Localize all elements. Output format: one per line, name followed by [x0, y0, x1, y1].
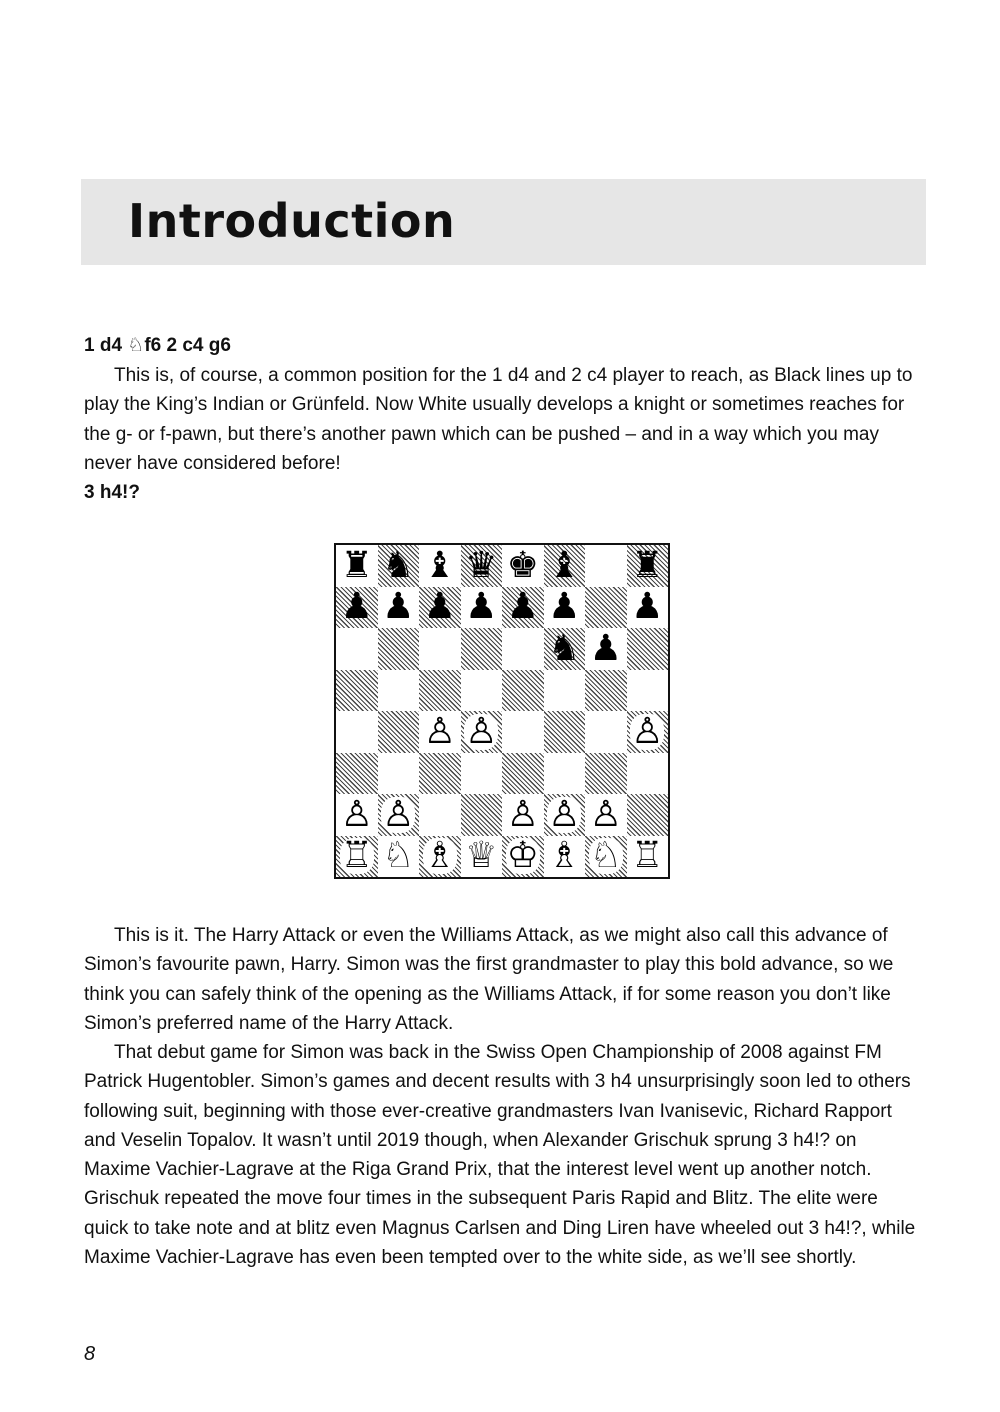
move-line-h4: 3 h4!? — [84, 482, 140, 503]
move-line-opening: 1 d4 ♘f6 2 c4 g6 — [84, 335, 231, 356]
page-number: 8 — [84, 1343, 96, 1365]
square-h1 — [627, 836, 669, 878]
square-d8 — [461, 545, 503, 587]
white-queen-icon: ♕ — [465, 835, 498, 877]
white-pawn-icon: ♙ — [589, 793, 622, 835]
square-g7 — [585, 587, 627, 629]
black-rook-icon: ♜ — [631, 544, 664, 586]
white-pawn-icon: ♙ — [506, 793, 539, 835]
square-f2 — [544, 794, 586, 836]
square-b3 — [378, 753, 420, 795]
white-pawn-icon: ♙ — [465, 710, 498, 752]
black-pawn-icon: ♟ — [589, 627, 622, 669]
square-a1 — [336, 836, 378, 878]
black-pawn-icon: ♟ — [382, 586, 415, 628]
square-h7 — [627, 587, 669, 629]
square-a2 — [336, 794, 378, 836]
black-rook-icon: ♜ — [340, 544, 373, 586]
square-g8 — [585, 545, 627, 587]
square-a3 — [336, 753, 378, 795]
square-h8 — [627, 545, 669, 587]
square-b8 — [378, 545, 420, 587]
square-e3 — [502, 753, 544, 795]
square-d3 — [461, 753, 503, 795]
square-c3 — [419, 753, 461, 795]
white-pawn-icon: ♙ — [382, 793, 415, 835]
white-rook-icon: ♖ — [631, 835, 664, 877]
paragraph-history: That debut game for Simon was back in the Swiss Open Championship of 2008 against FM Patrick Hugentobler. Simon’s games and decent results with 3 h4 unsurprisingly soon led to others following suit, beginning with those ever-creative grandmasters Ivan Ivanisevic, Richard Rapport and Veselin Topalov. It wasn’t until 2019 though, when Alexander Grischuk sprung 3 h4!? on Maxime Vachier-Lagrave at the Riga Grand Prix, that the interest level went up another notch. Grischuk repeated the move four times in the subsequent Paris Rapid and Blitz. The elite were quick to take note and at blitz even Magnus Carlsen and Ding Liren have wheeled out 3 h4!?, while Maxime Vachier-Lagrave has even been tempted over to the white side, as we’ll see shortly. — [84, 1042, 916, 1269]
white-rook-icon: ♖ — [340, 835, 373, 877]
white-pawn-icon: ♙ — [423, 710, 456, 752]
square-e8 — [502, 545, 544, 587]
paragraph-harry-attack: This is it. The Harry Attack or even the Williams Attack, as we might also call this advance of Simon’s favourite pawn, Harry. Simon was the first grandmaster to play this bold advance, so we think you can safely think of the opening as the Williams Attack, if for some reason you don’t like Simon’s preferred name of the Harry Attack. — [84, 925, 894, 1034]
white-knight-icon: ♘ — [589, 835, 622, 877]
square-f1 — [544, 836, 586, 878]
square-e5 — [502, 670, 544, 712]
square-c6 — [419, 628, 461, 670]
square-f5 — [544, 670, 586, 712]
square-h6 — [627, 628, 669, 670]
square-c1 — [419, 836, 461, 878]
black-knight-icon: ♞ — [382, 544, 415, 586]
square-c7 — [419, 587, 461, 629]
square-f6 — [544, 628, 586, 670]
square-c4 — [419, 711, 461, 753]
black-bishop-icon: ♝ — [548, 544, 581, 586]
square-a5 — [336, 670, 378, 712]
square-h2 — [627, 794, 669, 836]
square-d4 — [461, 711, 503, 753]
black-bishop-icon: ♝ — [423, 544, 456, 586]
square-e4 — [502, 711, 544, 753]
square-g5 — [585, 670, 627, 712]
square-a7 — [336, 587, 378, 629]
square-e2 — [502, 794, 544, 836]
black-knight-icon: ♞ — [548, 627, 581, 669]
square-d6 — [461, 628, 503, 670]
square-b2 — [378, 794, 420, 836]
black-pawn-icon: ♟ — [631, 586, 664, 628]
black-pawn-icon: ♟ — [340, 586, 373, 628]
square-d7 — [461, 587, 503, 629]
chess-diagram — [334, 543, 670, 879]
white-pawn-icon: ♙ — [631, 710, 664, 752]
square-e6 — [502, 628, 544, 670]
chapter-heading-band — [81, 179, 926, 265]
square-g1 — [585, 836, 627, 878]
square-b6 — [378, 628, 420, 670]
square-b5 — [378, 670, 420, 712]
square-f4 — [544, 711, 586, 753]
square-c5 — [419, 670, 461, 712]
square-h5 — [627, 670, 669, 712]
chapter-title: Introduction — [128, 194, 456, 248]
white-pawn-icon: ♙ — [548, 793, 581, 835]
square-h4 — [627, 711, 669, 753]
white-king-icon: ♔ — [506, 835, 539, 877]
square-f3 — [544, 753, 586, 795]
square-e7 — [502, 587, 544, 629]
paragraph-intro: This is, of course, a common position for the 1 d4 and 2 c4 player to reach, as Black lines up to play the King’s Indian or Grünfeld. Now White usually develops a knight or sometimes reaches for the g- or f-pawn, but there’s another pawn which can be pushed – and in a way which you may never have considered before! — [84, 365, 913, 474]
square-b4 — [378, 711, 420, 753]
square-f7 — [544, 587, 586, 629]
square-a6 — [336, 628, 378, 670]
square-c2 — [419, 794, 461, 836]
square-b7 — [378, 587, 420, 629]
black-king-icon: ♚ — [506, 544, 539, 586]
black-pawn-icon: ♟ — [465, 586, 498, 628]
square-h3 — [627, 753, 669, 795]
square-f8 — [544, 545, 586, 587]
square-e1 — [502, 836, 544, 878]
white-bishop-icon: ♗ — [548, 835, 581, 877]
square-g6 — [585, 628, 627, 670]
white-bishop-icon: ♗ — [423, 835, 456, 877]
square-d2 — [461, 794, 503, 836]
square-a4 — [336, 711, 378, 753]
square-a8 — [336, 545, 378, 587]
square-d1 — [461, 836, 503, 878]
square-g3 — [585, 753, 627, 795]
black-pawn-icon: ♟ — [423, 586, 456, 628]
black-pawn-icon: ♟ — [506, 586, 539, 628]
square-g2 — [585, 794, 627, 836]
white-knight-icon: ♘ — [382, 835, 415, 877]
black-queen-icon: ♛ — [465, 544, 498, 586]
square-b1 — [378, 836, 420, 878]
white-pawn-icon: ♙ — [340, 793, 373, 835]
square-g4 — [585, 711, 627, 753]
black-pawn-icon: ♟ — [548, 586, 581, 628]
square-c8 — [419, 545, 461, 587]
square-d5 — [461, 670, 503, 712]
